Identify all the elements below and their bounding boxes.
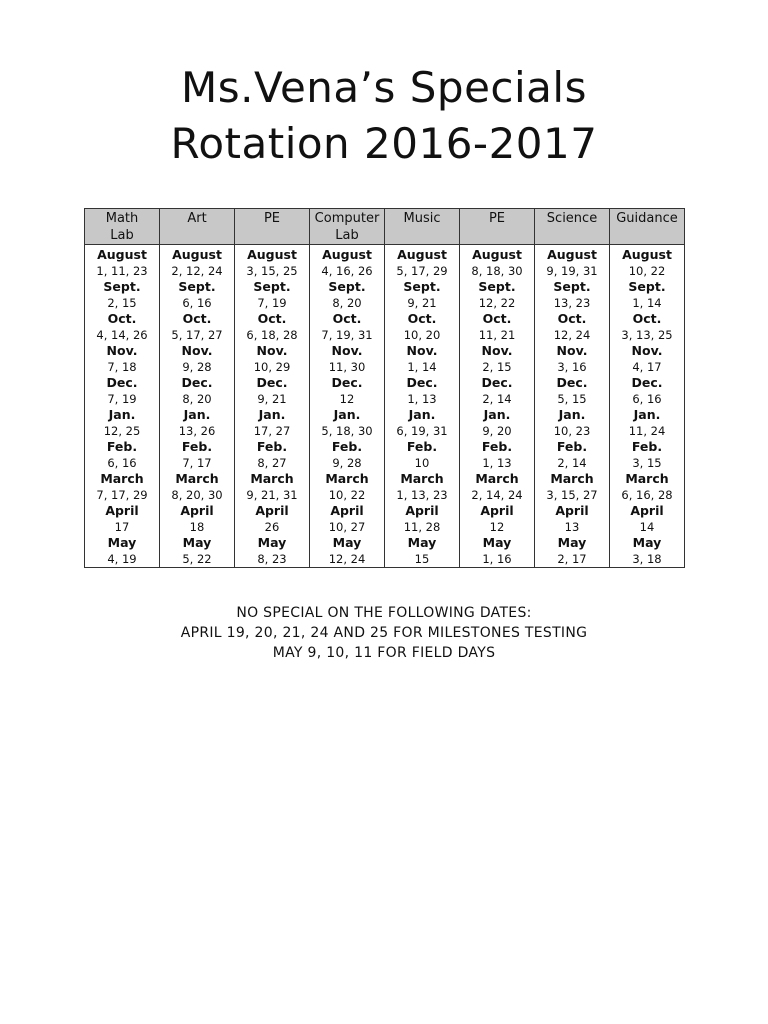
month-label: Dec.: [106, 375, 138, 390]
dates-value: 5, 17, 29: [396, 264, 448, 278]
month-label: Sept.: [628, 279, 666, 294]
schedule-entry: [610, 503, 684, 535]
month-label: Nov.: [331, 343, 363, 358]
dates-value: 1, 11, 23: [96, 264, 148, 278]
column-header: Computer Lab: [310, 209, 385, 245]
schedule-entry: [385, 343, 459, 375]
dates-value: 12: [339, 392, 355, 406]
page-subtitle: Rotation 2016-2017: [170, 119, 598, 168]
dates-value: 4, 14, 26: [96, 328, 148, 342]
schedule-entry: [460, 471, 534, 503]
month-label: May: [407, 535, 437, 550]
dates-value: 5, 18, 30: [321, 424, 373, 438]
month-label: April: [630, 503, 664, 518]
dates-value: 7, 17: [182, 456, 212, 470]
column-header: Guidance: [610, 209, 685, 245]
schedule-entry: [310, 247, 384, 279]
dates-value: 1, 13: [407, 392, 437, 406]
column-header: Art: [160, 209, 235, 245]
dates-value: 5, 22: [182, 552, 212, 566]
schedule-entry: [160, 503, 234, 535]
dates-value: 10, 23: [553, 424, 591, 438]
dates-value: 11, 28: [403, 520, 441, 534]
dates-value: 7, 17, 29: [96, 488, 148, 502]
month-label: May: [632, 535, 662, 550]
dates-value: 10, 29: [253, 360, 291, 374]
dates-value: 4, 17: [632, 360, 662, 374]
dates-value: 12, 24: [328, 552, 366, 566]
schedule-entry: [460, 279, 534, 311]
month-label: Oct.: [182, 311, 212, 326]
month-label: March: [550, 471, 594, 486]
dates-value: 12, 22: [478, 296, 516, 310]
schedule-entry: [535, 279, 609, 311]
month-label: August: [172, 247, 222, 262]
dates-value: 6, 19, 31: [396, 424, 448, 438]
month-label: Jan.: [558, 407, 586, 422]
schedule-entry: [235, 503, 309, 535]
month-label: Dec.: [406, 375, 438, 390]
month-label: Sept.: [478, 279, 516, 294]
schedule-entry: [610, 343, 684, 375]
month-label: March: [400, 471, 444, 486]
dates-value: 2, 15: [107, 296, 137, 310]
month-label: April: [555, 503, 589, 518]
dates-value: 9, 20: [482, 424, 512, 438]
month-label: Feb.: [256, 439, 288, 454]
schedule-entry: [85, 407, 159, 439]
dates-value: 6, 16: [182, 296, 212, 310]
month-label: August: [547, 247, 597, 262]
schedule-entry: [610, 471, 684, 503]
dates-value: 10: [414, 456, 430, 470]
month-label: May: [107, 535, 137, 550]
month-label: March: [625, 471, 669, 486]
schedule-entry: [535, 407, 609, 439]
month-label: Nov.: [181, 343, 213, 358]
schedule-entry: [235, 535, 309, 567]
month-label: August: [397, 247, 447, 262]
dates-value: 12: [489, 520, 505, 534]
month-label: Dec.: [181, 375, 213, 390]
dates-value: 13, 26: [178, 424, 216, 438]
month-label: Oct.: [407, 311, 437, 326]
month-label: Oct.: [257, 311, 287, 326]
dates-value: 3, 18: [632, 552, 662, 566]
schedule-entry: [160, 279, 234, 311]
month-label: Sept.: [403, 279, 441, 294]
month-label: April: [480, 503, 514, 518]
schedule-entry: [610, 279, 684, 311]
dates-value: 4, 19: [107, 552, 137, 566]
month-label: Sept.: [328, 279, 366, 294]
month-label: Dec.: [631, 375, 663, 390]
month-label: Feb.: [106, 439, 138, 454]
dates-value: 17, 27: [253, 424, 291, 438]
schedule-entry: [160, 343, 234, 375]
schedule-entry: [235, 247, 309, 279]
schedule-entry: [235, 279, 309, 311]
schedule-entry: [235, 343, 309, 375]
schedule-entry: [310, 407, 384, 439]
month-label: March: [250, 471, 294, 486]
dates-value: 3, 15: [632, 456, 662, 470]
month-label: May: [257, 535, 287, 550]
schedule-column: [235, 245, 310, 568]
page-title: Ms.Vena’s Specials: [181, 63, 587, 112]
dates-value: 9, 21, 31: [246, 488, 298, 502]
schedule-entry: [310, 311, 384, 343]
month-label: Feb.: [556, 439, 588, 454]
month-label: Oct.: [632, 311, 662, 326]
schedule-entry: [160, 311, 234, 343]
schedule-entry: [460, 311, 534, 343]
schedule-column: [460, 245, 535, 568]
schedule-entry: [385, 407, 459, 439]
schedule-entry: [385, 247, 459, 279]
dates-value: 9, 28: [182, 360, 212, 374]
schedule-entry: [310, 375, 384, 407]
schedule-column: [85, 245, 160, 568]
schedule-entry: [160, 407, 234, 439]
schedule-entry: [235, 311, 309, 343]
schedule-column: [535, 245, 610, 568]
month-label: Feb.: [481, 439, 513, 454]
month-label: Dec.: [556, 375, 588, 390]
schedule-entry: [160, 439, 234, 471]
dates-value: 2, 14: [482, 392, 512, 406]
month-label: April: [105, 503, 139, 518]
month-label: Dec.: [331, 375, 363, 390]
month-label: March: [175, 471, 219, 486]
schedule-entry: [310, 535, 384, 567]
month-label: Feb.: [406, 439, 438, 454]
month-label: Nov.: [631, 343, 663, 358]
column-header: Science: [535, 209, 610, 245]
schedule-entry: [385, 439, 459, 471]
month-label: Jan.: [258, 407, 286, 422]
notes-block: [0, 603, 768, 663]
month-label: May: [557, 535, 587, 550]
month-label: Oct.: [332, 311, 362, 326]
dates-value: 8, 20, 30: [171, 488, 223, 502]
month-label: Feb.: [631, 439, 663, 454]
column-header: Music: [385, 209, 460, 245]
dates-value: 2, 14: [557, 456, 587, 470]
schedule-column: [385, 245, 460, 568]
month-label: March: [475, 471, 519, 486]
dates-value: 6, 16: [107, 456, 137, 470]
dates-value: 11, 21: [478, 328, 516, 342]
schedule-entry: [610, 247, 684, 279]
dates-value: 11, 30: [328, 360, 366, 374]
schedule-entry: [460, 439, 534, 471]
schedule-entry: [310, 503, 384, 535]
dates-value: 2, 12, 24: [171, 264, 223, 278]
dates-value: 1, 14: [632, 296, 662, 310]
schedule-entry: [460, 343, 534, 375]
schedule-entry: [460, 247, 534, 279]
schedule-entry: [160, 375, 234, 407]
dates-value: 12, 24: [553, 328, 591, 342]
month-label: August: [97, 247, 147, 262]
dates-value: 7, 18: [107, 360, 137, 374]
dates-value: 3, 15, 25: [246, 264, 298, 278]
month-label: Oct.: [482, 311, 512, 326]
dates-value: 12, 25: [103, 424, 141, 438]
schedule-entry: [610, 311, 684, 343]
column-header: PE: [235, 209, 310, 245]
month-label: Sept.: [178, 279, 216, 294]
month-label: Jan.: [408, 407, 436, 422]
schedule-entry: [85, 503, 159, 535]
dates-value: 3, 16: [557, 360, 587, 374]
dates-value: 26: [264, 520, 280, 534]
month-label: Jan.: [108, 407, 136, 422]
dates-value: 9, 28: [332, 456, 362, 470]
schedule-column: [160, 245, 235, 568]
schedule-entry: [85, 279, 159, 311]
schedule-entry: [460, 503, 534, 535]
dates-value: 3, 15, 27: [546, 488, 598, 502]
dates-value: 8, 20: [332, 296, 362, 310]
dates-value: 10, 20: [403, 328, 441, 342]
schedule-entry: [385, 503, 459, 535]
dates-value: 10, 22: [328, 488, 366, 502]
schedule-entry: [535, 471, 609, 503]
schedule-entry: [160, 247, 234, 279]
schedule-entry: [310, 471, 384, 503]
dates-value: 10, 27: [328, 520, 366, 534]
month-label: Jan.: [183, 407, 211, 422]
month-label: Sept.: [253, 279, 291, 294]
schedule-entry: [85, 535, 159, 567]
month-label: April: [180, 503, 214, 518]
schedule-entry: [610, 535, 684, 567]
month-label: Nov.: [106, 343, 138, 358]
table-header-row: [85, 209, 685, 245]
month-label: Nov.: [556, 343, 588, 358]
schedule-entry: [85, 439, 159, 471]
dates-value: 7, 19: [107, 392, 137, 406]
month-label: May: [332, 535, 362, 550]
dates-value: 8, 27: [257, 456, 287, 470]
month-label: April: [255, 503, 289, 518]
schedule-column: [310, 245, 385, 568]
schedule-entry: [610, 375, 684, 407]
schedule-entry: [310, 279, 384, 311]
month-label: August: [472, 247, 522, 262]
dates-value: 10, 22: [628, 264, 666, 278]
table-row: [85, 245, 685, 568]
schedule-entry: [160, 535, 234, 567]
rotation-table: [84, 208, 685, 568]
dates-value: 6, 18, 28: [246, 328, 298, 342]
column-header: PE: [460, 209, 535, 245]
month-label: Dec.: [256, 375, 288, 390]
schedule-entry: [85, 375, 159, 407]
schedule-entry: [85, 471, 159, 503]
month-label: August: [622, 247, 672, 262]
month-label: Nov.: [256, 343, 288, 358]
month-label: August: [322, 247, 372, 262]
schedule-entry: [85, 343, 159, 375]
dates-value: 18: [189, 520, 205, 534]
month-label: May: [482, 535, 512, 550]
dates-value: 8, 23: [257, 552, 287, 566]
dates-value: 5, 15: [557, 392, 587, 406]
schedule-entry: [235, 439, 309, 471]
month-label: Feb.: [181, 439, 213, 454]
schedule-entry: [460, 535, 534, 567]
schedule-entry: [385, 279, 459, 311]
schedule-entry: [535, 343, 609, 375]
dates-value: 4, 16, 26: [321, 264, 373, 278]
dates-value: 9, 19, 31: [546, 264, 598, 278]
dates-value: 2, 15: [482, 360, 512, 374]
schedule-entry: [535, 311, 609, 343]
schedule-entry: [235, 471, 309, 503]
month-label: Jan.: [483, 407, 511, 422]
month-label: Sept.: [103, 279, 141, 294]
schedule-entry: [385, 375, 459, 407]
dates-value: 9, 21: [257, 392, 287, 406]
schedule-entry: [535, 375, 609, 407]
schedule-entry: [385, 471, 459, 503]
schedule-entry: [610, 407, 684, 439]
schedule-entry: [535, 247, 609, 279]
dates-value: 6, 16, 28: [621, 488, 673, 502]
dates-value: 13, 23: [553, 296, 591, 310]
dates-value: 6, 16: [632, 392, 662, 406]
schedule-entry: [235, 407, 309, 439]
dates-value: 8, 20: [182, 392, 212, 406]
dates-value: 1, 16: [482, 552, 512, 566]
schedule-entry: [385, 535, 459, 567]
month-label: April: [330, 503, 364, 518]
dates-value: 2, 14, 24: [471, 488, 523, 502]
schedule-entry: [310, 343, 384, 375]
month-label: Oct.: [107, 311, 137, 326]
dates-value: 9, 21: [407, 296, 437, 310]
month-label: Jan.: [633, 407, 661, 422]
schedule-entry: [235, 375, 309, 407]
dates-value: 13: [564, 520, 580, 534]
schedule-entry: [310, 439, 384, 471]
notes-heading: NO SPECIAL ON THE FOLLOWING DATES:: [236, 605, 532, 621]
schedule-entry: [535, 503, 609, 535]
month-label: Oct.: [557, 311, 587, 326]
month-label: March: [100, 471, 144, 486]
schedule-column: [610, 245, 685, 568]
month-label: Dec.: [481, 375, 513, 390]
schedule-entry: [460, 375, 534, 407]
schedule-entry: [85, 247, 159, 279]
month-label: May: [182, 535, 212, 550]
dates-value: 5, 17, 27: [171, 328, 223, 342]
dates-value: 2, 17: [557, 552, 587, 566]
schedule-entry: [460, 407, 534, 439]
schedule-entry: [610, 439, 684, 471]
month-label: Nov.: [406, 343, 438, 358]
month-label: Sept.: [553, 279, 591, 294]
schedule-entry: [85, 311, 159, 343]
schedule-entry: [160, 471, 234, 503]
dates-value: 15: [414, 552, 430, 566]
month-label: March: [325, 471, 369, 486]
month-label: Feb.: [331, 439, 363, 454]
schedule-entry: [385, 311, 459, 343]
month-label: Nov.: [481, 343, 513, 358]
dates-value: 14: [639, 520, 655, 534]
schedule-entry: [535, 535, 609, 567]
dates-value: 8, 18, 30: [471, 264, 523, 278]
field-days-note: MAY 9, 10, 11 FOR FIELD DAYS: [272, 645, 496, 661]
dates-value: 7, 19, 31: [321, 328, 373, 342]
month-label: August: [247, 247, 297, 262]
dates-value: 1, 13: [482, 456, 512, 470]
milestones-note: APRIL 19, 20, 21, 24 AND 25 FOR MILESTONES TESTING: [180, 625, 588, 641]
dates-value: 11, 24: [628, 424, 666, 438]
dates-value: 1, 14: [407, 360, 437, 374]
schedule-entry: [535, 439, 609, 471]
dates-value: 17: [114, 520, 130, 534]
month-label: April: [405, 503, 439, 518]
column-header: Math Lab: [85, 209, 160, 245]
month-label: Jan.: [333, 407, 361, 422]
dates-value: 1, 13, 23: [396, 488, 448, 502]
dates-value: 7, 19: [257, 296, 287, 310]
dates-value: 3, 13, 25: [621, 328, 673, 342]
